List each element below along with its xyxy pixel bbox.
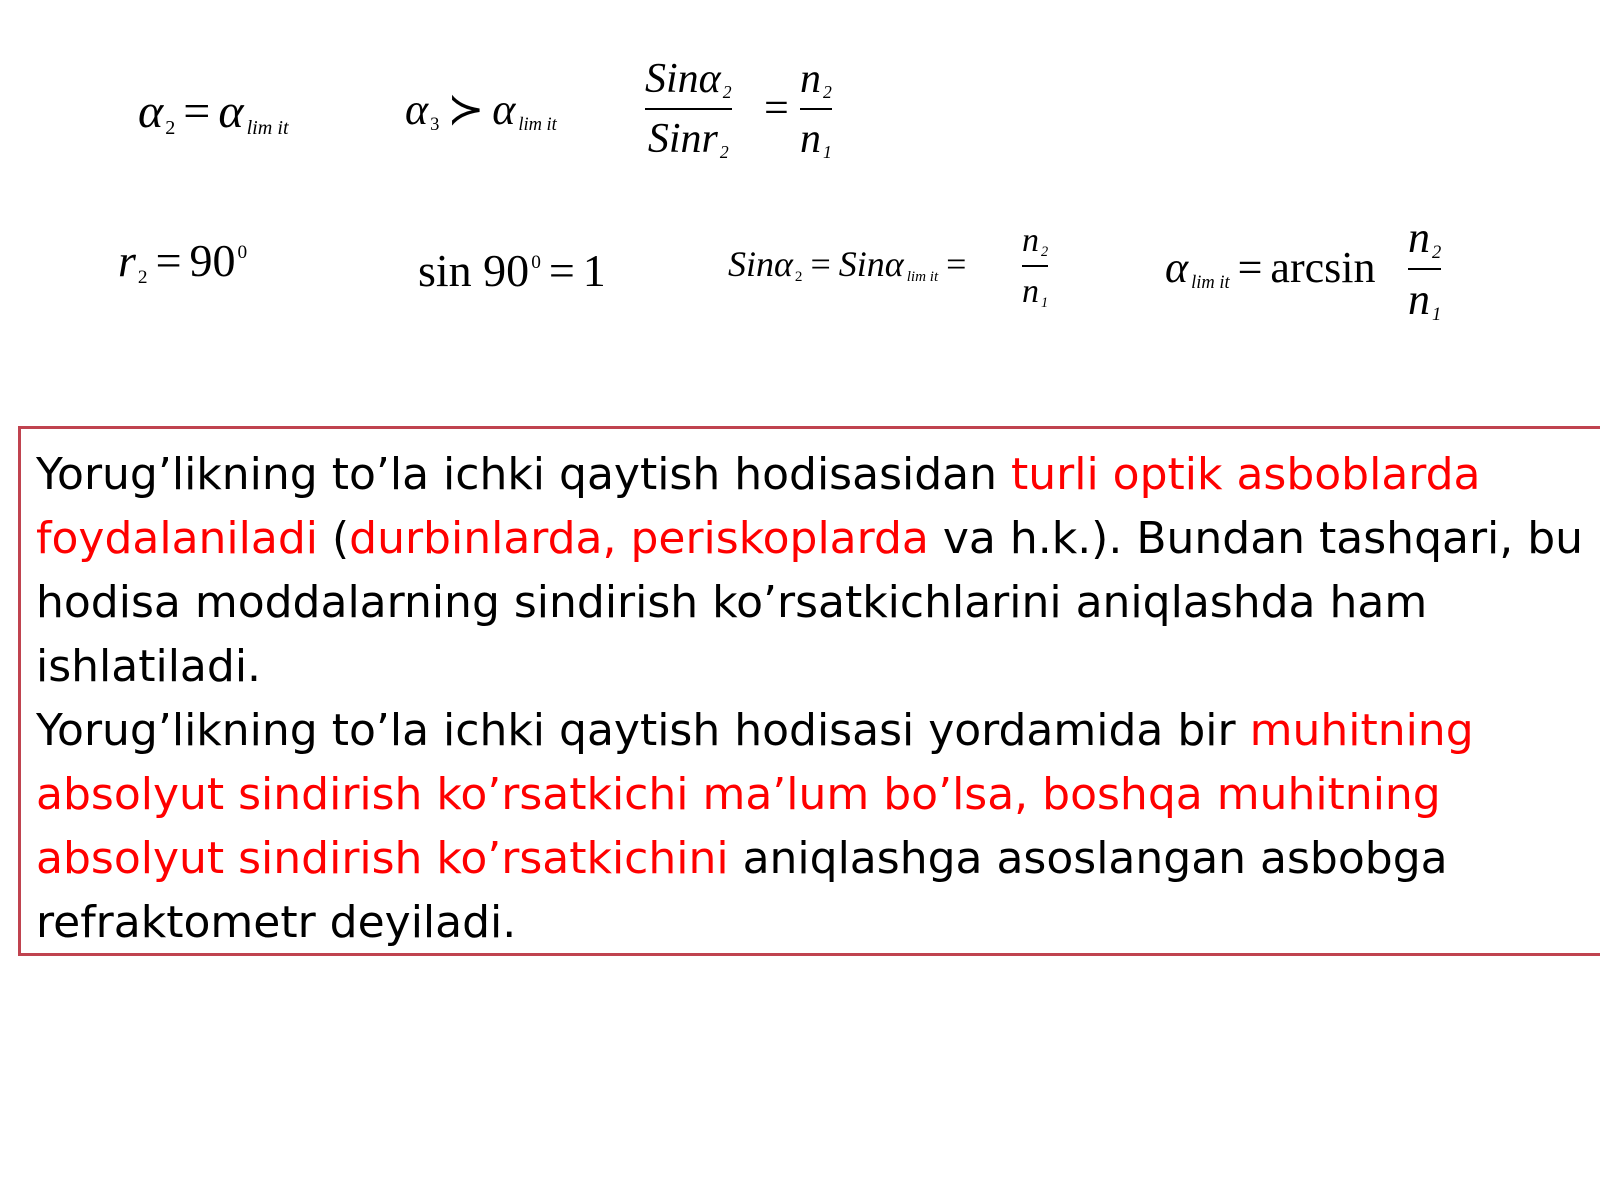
- subscript-limit: lim it: [246, 117, 289, 140]
- fraction-numerator: n $_2$: [1408, 213, 1442, 263]
- formula-sin-alpha-limit: [728, 246, 974, 285]
- alpha-symbol: α: [138, 85, 164, 138]
- subscript-limit: lim it: [518, 114, 557, 135]
- fraction-numerator: Sinα $_2$: [645, 56, 732, 103]
- formula-r2-equals-90: [118, 235, 248, 288]
- subscript: 3: [430, 114, 440, 135]
- fraction-denominator: n $_1$: [1408, 274, 1442, 325]
- arcsin-function: arcsin: [1270, 243, 1376, 292]
- subscript: 2: [137, 266, 148, 288]
- fraction-denominator: n $_1$: [1022, 273, 1049, 312]
- fraction-n-ratio: [800, 58, 832, 162]
- sin-function: sin 90: [418, 245, 530, 296]
- formula-alpha-limit-arcsin: [1165, 243, 1376, 293]
- equals-sign: =: [810, 244, 831, 284]
- equals-sign: =: [183, 85, 211, 138]
- formula-sin90-equals-1: [418, 245, 606, 296]
- subscript-limit: lim it: [1191, 272, 1230, 293]
- paragraph-1: [36, 443, 1584, 699]
- equals-sign: =: [946, 244, 967, 284]
- alpha-symbol: α: [218, 85, 244, 138]
- text-span: aniqlashga asoslangan asbobga: [728, 833, 1448, 884]
- text-span: Yorug’likning to’la ichki qaytish hodisasi yordamida bir: [36, 705, 1250, 756]
- superscript-degree: 0: [531, 251, 541, 273]
- formula-alpha3-greater-alpha-limit: [405, 85, 557, 135]
- text-span: ishlatiladi.: [36, 641, 262, 692]
- fraction-numerator: n $_2$: [800, 56, 832, 103]
- number-value: 90: [189, 235, 236, 286]
- text-span: refraktometr deyiladi.: [36, 897, 517, 948]
- fraction-numerator: n $_2$: [1022, 222, 1049, 260]
- subscript-limit: lim it: [906, 269, 939, 286]
- equals-sign: =: [155, 235, 182, 286]
- formula-alpha2-equals-alpha-limit: [138, 85, 289, 140]
- paragraph-2: [36, 699, 1581, 955]
- alpha-symbol: α: [492, 85, 516, 134]
- highlight-span: absolyut sindirish ko’rsatkichi ma’lum bo’lsa, boshqa muhitning: [36, 769, 1441, 820]
- highlight-span: muhitning: [1249, 705, 1474, 756]
- highlight-span: foydalaniladi: [36, 513, 318, 564]
- alpha-symbol: α: [1165, 243, 1189, 292]
- equals-sign: =: [1237, 243, 1263, 292]
- alpha-symbol: α: [405, 85, 429, 134]
- equals-sign: =: [548, 245, 575, 296]
- r-symbol: r: [118, 235, 136, 286]
- number-value: 1: [582, 245, 606, 296]
- subscript: 2: [794, 269, 803, 286]
- fraction-denominator: Sinr $_2$: [647, 115, 729, 162]
- highlight-span: absolyut sindirish ko’rsatkichini: [36, 833, 729, 884]
- text-span: hodisa moddalarning sindirish ko’rsatkichlarini aniqlashda ham: [36, 577, 1428, 628]
- greater-sign: ≻: [447, 85, 485, 134]
- text-span: va h.k.). Bundan tashqari, bu: [928, 513, 1584, 564]
- fraction-denominator: n $_1$: [800, 115, 832, 162]
- fraction-n-ratio: [1022, 224, 1048, 311]
- fraction-sin-ratio: [645, 58, 732, 162]
- subscript: 2: [165, 117, 176, 140]
- sin-alpha: Sinα: [728, 244, 793, 284]
- text-span: Yorug’likning to’la ichki qaytish hodisasidan: [36, 449, 1011, 500]
- fraction-n-ratio: [1408, 213, 1442, 325]
- sin-alpha: Sinα: [838, 244, 904, 284]
- text-content: [36, 443, 1584, 955]
- superscript-degree: 0: [237, 241, 248, 263]
- text-box: [18, 426, 1600, 956]
- highlight-span: durbinlarda, periskoplarda: [349, 513, 929, 564]
- text-span: (: [317, 513, 350, 564]
- equals-sign: =: [764, 83, 789, 132]
- highlight-span: turli optik asboblarda: [1010, 449, 1481, 500]
